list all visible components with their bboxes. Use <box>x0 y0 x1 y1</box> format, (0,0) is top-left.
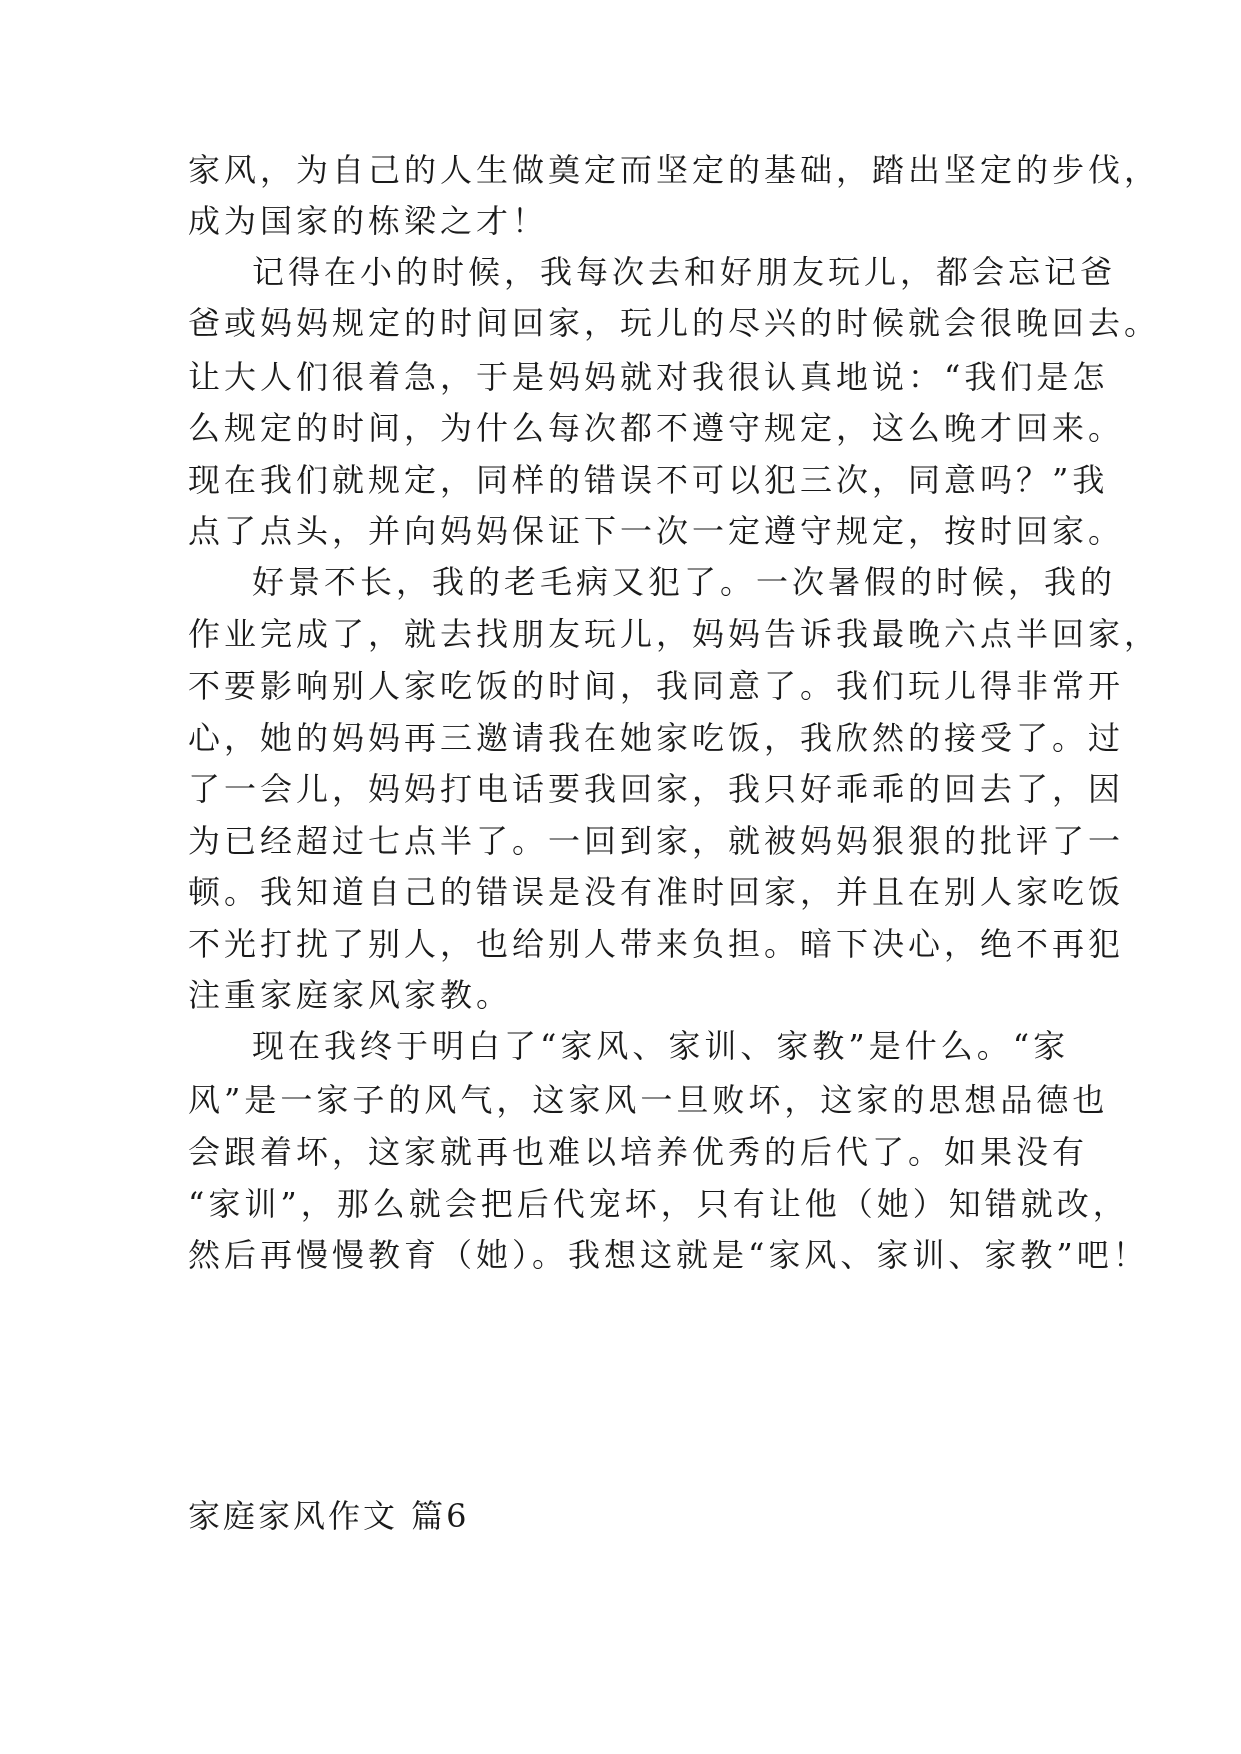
paragraph-line: 不要影响别人家吃饭的时间，我同意了。我们玩儿得非常开 <box>188 667 1125 705</box>
paragraph-line: 现在我终于明白了“家风、家训、家教”是什么。“家 <box>252 1027 1070 1065</box>
paragraph-line: 作业完成了，就去找朋友玩儿，妈妈告诉我最晚六点半回家， <box>188 615 1161 653</box>
paragraph-line: “家训”，那么就会把后代宠坏，只有让他（她）知错就改， <box>188 1185 1129 1223</box>
paragraph-line: 顿。我知道自己的错误是没有准时回家，并且在别人家吃饭 <box>188 873 1125 911</box>
paragraph-line: 心，她的妈妈再三邀请我在她家吃饭，我欣然的接受了。过 <box>188 719 1125 757</box>
section-heading: 家庭家风作文 篇6 <box>188 1497 470 1535</box>
paragraph-line: 让大人们很着急，于是妈妈就对我很认真地说：“我们是怎 <box>188 358 1109 396</box>
paragraph-line: 记得在小的时候，我每次去和好朋友玩儿，都会忘记爸 <box>252 253 1117 291</box>
paragraph-line: 好景不长，我的老毛病又犯了。一次暑假的时候，我的 <box>252 563 1117 601</box>
paragraph-line: 家风，为自己的人生做奠定而坚定的基础，踏出坚定的步伐， <box>188 151 1161 189</box>
paragraph-line: 为已经超过七点半了。一回到家，就被妈妈狠狠的批评了一 <box>188 822 1125 860</box>
paragraph-line: 风”是一家子的风气，这家风一旦败坏，这家的思想品德也 <box>188 1081 1109 1119</box>
paragraph-line: 注重家庭家风家教。 <box>188 976 513 1014</box>
paragraph-line: 然后再慢慢教育（她）。我想这就是“家风、家训、家教”吧！ <box>188 1236 1149 1274</box>
paragraph-line: 不光打扰了别人，也给别人带来负担。暗下决心，绝不再犯 <box>188 925 1125 963</box>
paragraph-line: 点了点头，并向妈妈保证下一次一定遵守规定，按时回家。 <box>188 512 1125 550</box>
paragraph-line: 爸或妈妈规定的时间回家，玩儿的尽兴的时候就会很晚回去。 <box>188 304 1161 342</box>
paragraph-line: 了一会儿，妈妈打电话要我回家，我只好乖乖的回去了，因 <box>188 770 1125 808</box>
paragraph-line: 么规定的时间，为什么每次都不遵守规定，这么晚才回来。 <box>188 409 1125 447</box>
paragraph-line: 会跟着坏，这家就再也难以培养优秀的后代了。如果没有 <box>188 1133 1089 1171</box>
paragraph-line: 现在我们就规定，同样的错误不可以犯三次，同意吗？”我 <box>188 461 1109 499</box>
paragraph-line: 成为国家的栋梁之才！ <box>188 202 549 240</box>
